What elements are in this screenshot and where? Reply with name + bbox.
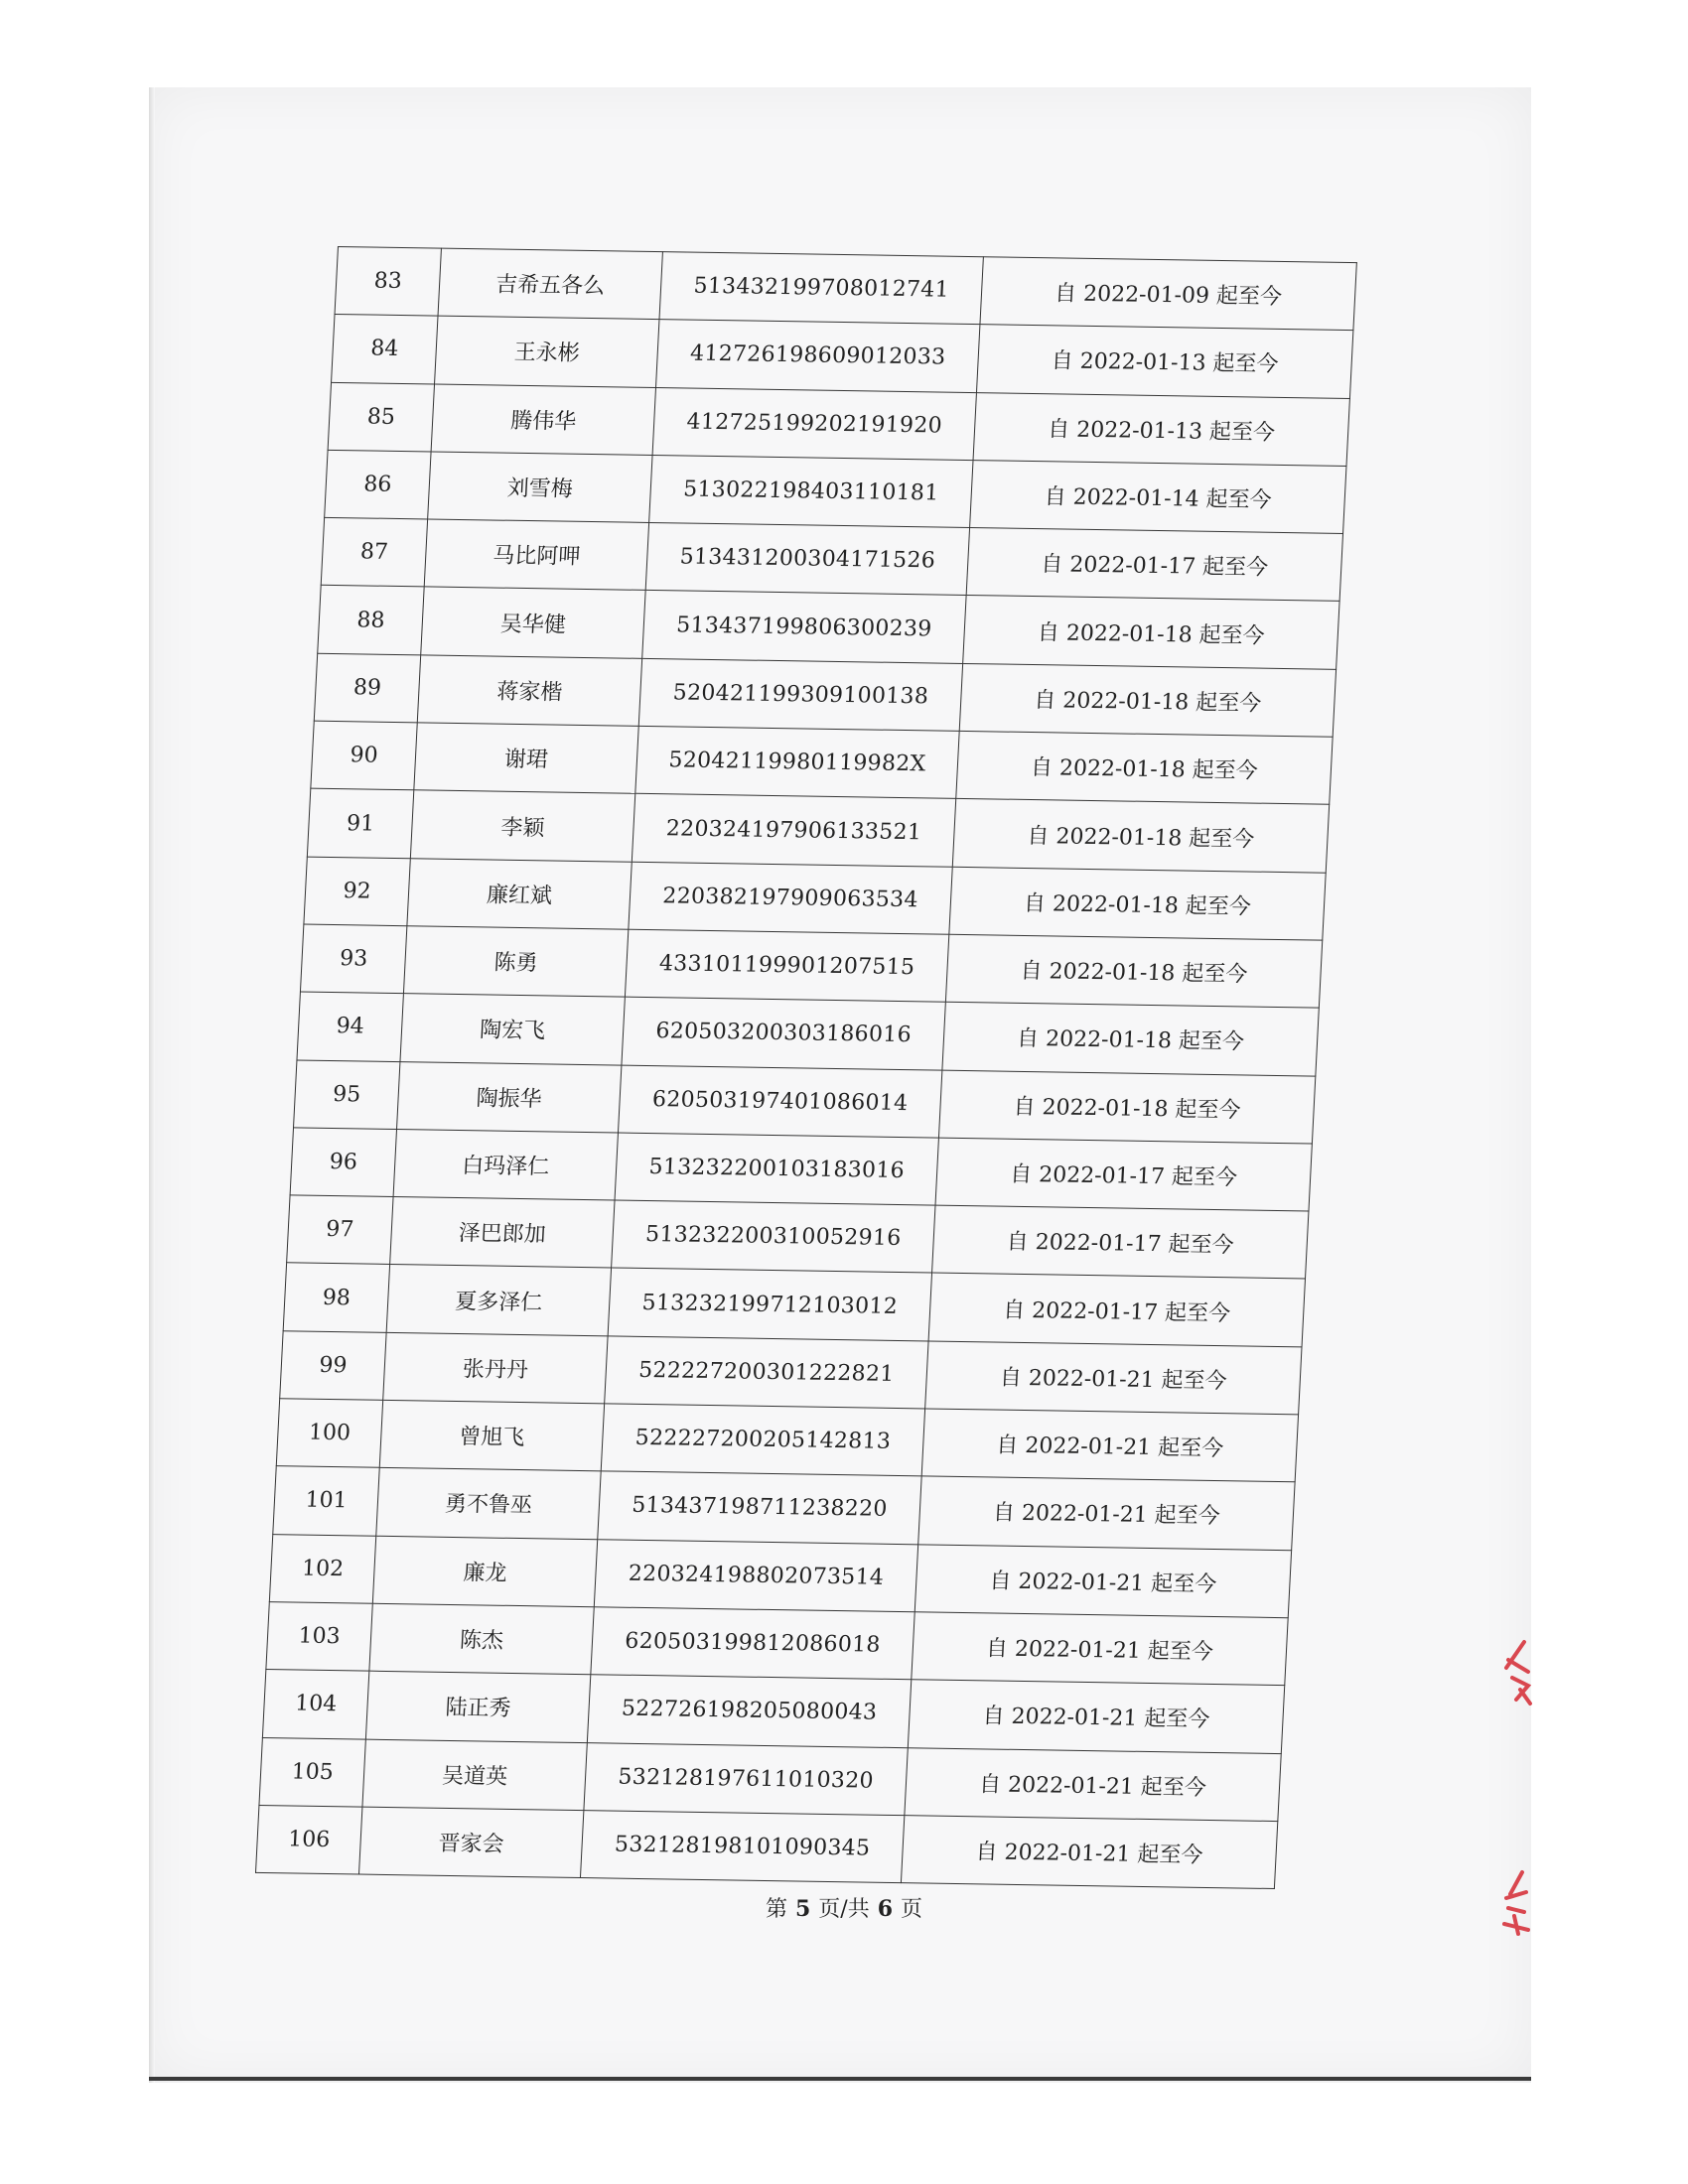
- row-name: 刘雪梅: [428, 452, 652, 523]
- row-period: 自 2022-01-14 起至今: [970, 460, 1346, 533]
- row-id-number: 433101199901207515: [625, 929, 948, 1002]
- row-name: 陶宏飞: [400, 994, 625, 1065]
- row-period: 自 2022-01-18 起至今: [949, 867, 1326, 940]
- row-name: 吉希五各么: [438, 248, 662, 320]
- footer-middle: 页/共: [818, 1897, 870, 1922]
- row-id-number: 513232200103183016: [615, 1133, 938, 1205]
- row-index: 88: [318, 586, 424, 655]
- row-id-number: 522726198205080043: [587, 1675, 911, 1747]
- row-name: 晋家会: [358, 1807, 583, 1878]
- row-period: 自 2022-01-21 起至今: [912, 1612, 1288, 1686]
- row-period: 自 2022-01-18 起至今: [956, 731, 1333, 804]
- row-index: 106: [255, 1805, 361, 1874]
- roster-table-container: [255, 246, 1352, 1889]
- row-id-number: 412725199202191920: [652, 387, 976, 460]
- row-index: 93: [300, 924, 406, 994]
- row-index: 92: [304, 857, 410, 926]
- row-period: 自 2022-01-18 起至今: [942, 1002, 1319, 1075]
- row-name: 勇不鲁巫: [376, 1468, 601, 1540]
- row-id-number: 513232200310052916: [612, 1200, 935, 1273]
- row-period: 自 2022-01-18 起至今: [945, 934, 1322, 1008]
- row-period: 自 2022-01-17 起至今: [932, 1205, 1309, 1279]
- row-period: 自 2022-01-21 起至今: [921, 1409, 1298, 1482]
- row-index: 91: [307, 789, 413, 859]
- row-id-number: 532128197611010320: [584, 1742, 908, 1815]
- row-period: 自 2022-01-17 起至今: [935, 1138, 1312, 1211]
- row-id-number: 513432199708012741: [659, 252, 983, 325]
- footer-current-page: 5: [794, 1896, 811, 1922]
- row-index: 101: [273, 1466, 379, 1536]
- row-period: 自 2022-01-21 起至今: [908, 1680, 1284, 1753]
- row-name: 李颖: [410, 790, 634, 862]
- row-id-number: 620503200303186016: [622, 997, 945, 1069]
- row-id-number: 520421199309100138: [638, 658, 962, 731]
- row-name: 廉龙: [372, 1536, 597, 1607]
- row-name: 陈杰: [369, 1603, 594, 1675]
- row-index: 96: [290, 1128, 396, 1197]
- row-period: 自 2022-01-13 起至今: [976, 325, 1352, 398]
- row-name: 张丹丹: [383, 1332, 608, 1404]
- row-name: 吴华健: [421, 587, 645, 658]
- row-id-number: 532128198101090345: [580, 1810, 904, 1882]
- row-name: 夏多泽仁: [386, 1265, 611, 1336]
- row-id-number: 220382197909063534: [629, 862, 952, 934]
- row-period: 自 2022-01-18 起至今: [952, 799, 1329, 873]
- row-name: 白玛泽仁: [393, 1129, 618, 1200]
- row-name: 谢珺: [414, 723, 638, 794]
- row-index: 99: [280, 1331, 386, 1401]
- row-period: 自 2022-01-09 起至今: [980, 257, 1356, 331]
- row-id-number: 522227200205142813: [601, 1404, 924, 1476]
- row-index: 105: [259, 1737, 365, 1807]
- row-id-number: 513232199712103012: [608, 1268, 931, 1340]
- row-id-number: 620503199812086018: [591, 1607, 914, 1680]
- seal-fragment-lower: [1494, 1868, 1534, 1938]
- page-footer: [0, 1892, 1688, 1923]
- row-name: 陈勇: [403, 926, 628, 998]
- row-index: 90: [311, 721, 417, 790]
- roster-table: [255, 246, 1357, 1889]
- row-period: 自 2022-01-21 起至今: [918, 1476, 1295, 1550]
- row-id-number: 220324198802073514: [594, 1539, 917, 1611]
- row-period: 自 2022-01-17 起至今: [966, 528, 1342, 602]
- row-index: 94: [297, 992, 403, 1061]
- footer-suffix: 页: [901, 1897, 923, 1922]
- row-index: 104: [262, 1670, 368, 1739]
- row-name: 吴道英: [362, 1739, 587, 1811]
- page-bottom-edge: [149, 2077, 1531, 2081]
- row-index: 103: [266, 1602, 372, 1672]
- row-name: 陶振华: [397, 1061, 622, 1133]
- row-id-number: 513437198711238220: [598, 1471, 921, 1544]
- row-name: 王永彬: [435, 316, 659, 387]
- seal-fragment-upper: [1494, 1638, 1534, 1707]
- row-name: 马比阿呷: [424, 519, 648, 591]
- row-id-number: 220324197906133521: [632, 794, 955, 867]
- seal-fragment-lower-graphic: [1494, 1868, 1534, 1938]
- row-index: 84: [332, 315, 438, 384]
- row-id-number: 513022198403110181: [649, 455, 973, 527]
- row-index: 89: [314, 653, 420, 723]
- row-index: 87: [321, 518, 427, 588]
- row-name: 陆正秀: [365, 1671, 590, 1742]
- row-index: 102: [269, 1534, 375, 1603]
- footer-prefix: 第: [765, 1897, 787, 1922]
- row-index: 85: [328, 382, 434, 452]
- row-period: 自 2022-01-17 起至今: [928, 1273, 1305, 1346]
- row-id-number: 522227200301222821: [605, 1336, 928, 1409]
- footer-total-pages: 6: [877, 1896, 894, 1922]
- page-left-edge: [149, 87, 155, 2083]
- row-id-number: 620503197401086014: [618, 1065, 941, 1138]
- row-period: 自 2022-01-18 起至今: [963, 596, 1339, 669]
- row-index: 83: [335, 247, 441, 317]
- row-period: 自 2022-01-18 起至今: [938, 1070, 1315, 1144]
- row-id-number: 513437199806300239: [642, 591, 966, 663]
- row-name: 廉红斌: [407, 858, 632, 929]
- row-period: 自 2022-01-13 起至今: [973, 392, 1349, 466]
- row-period: 自 2022-01-21 起至今: [914, 1544, 1291, 1617]
- roster-table-body: [255, 247, 1356, 1889]
- row-id-number: 513431200304171526: [645, 523, 969, 596]
- row-id-number: 412726198609012033: [656, 320, 980, 392]
- seal-fragment-upper-graphic: [1494, 1638, 1534, 1707]
- row-index: 97: [287, 1195, 393, 1265]
- row-name: 泽巴郎加: [390, 1197, 615, 1269]
- row-name: 曾旭飞: [379, 1400, 604, 1471]
- row-period: 自 2022-01-21 起至今: [925, 1341, 1302, 1415]
- row-name: 腾伟华: [431, 384, 655, 456]
- row-period: 自 2022-01-21 起至今: [901, 1815, 1277, 1888]
- row-name: 蒋家楷: [417, 655, 641, 727]
- row-index: 98: [283, 1263, 389, 1332]
- row-index: 86: [325, 450, 431, 519]
- row-period: 自 2022-01-18 起至今: [959, 663, 1336, 737]
- row-id-number: 52042119980119982X: [635, 726, 959, 798]
- row-period: 自 2022-01-21 起至今: [905, 1747, 1281, 1821]
- row-index: 95: [294, 1060, 400, 1130]
- row-index: 100: [276, 1399, 382, 1468]
